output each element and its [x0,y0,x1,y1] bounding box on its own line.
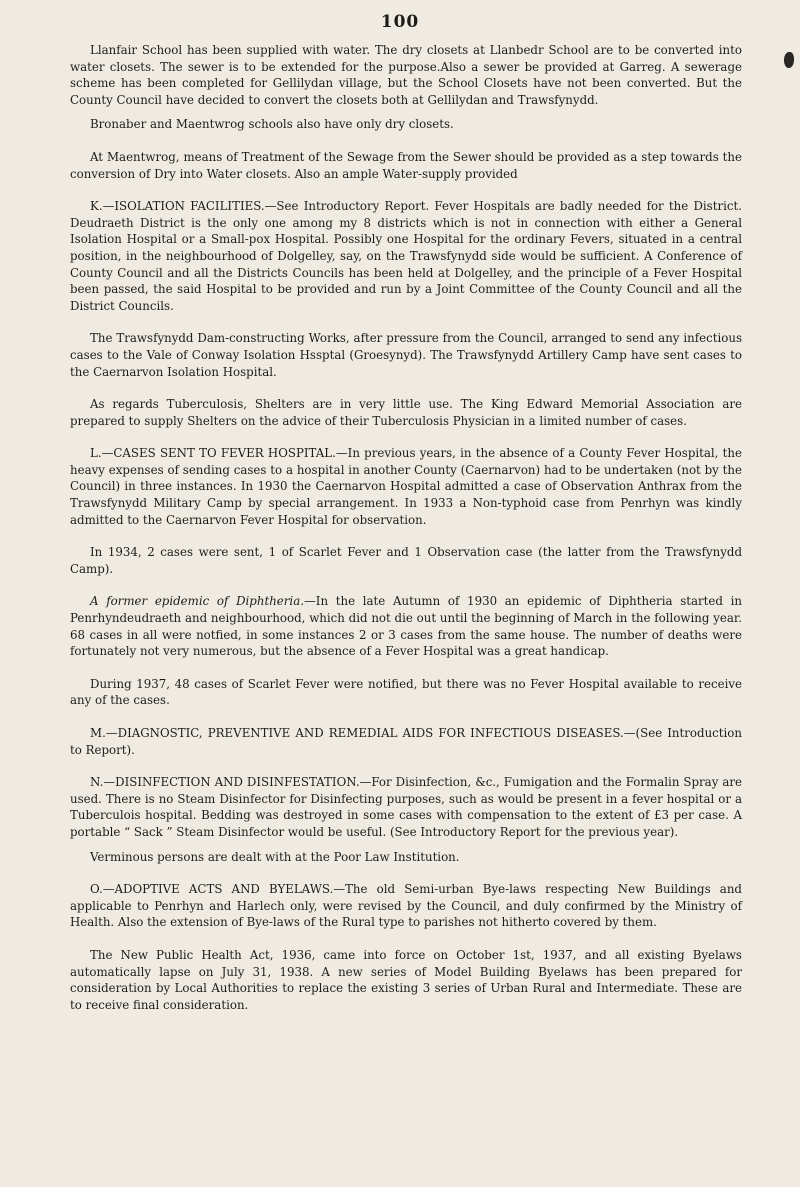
paragraph-schools-water: Llanfair School has been supplied with water. The dry closets at Llanbedr School are to be converted into water closets. The sewer is to be extended for the purpose.Also a sewer be provided at Garreg. A sewerage scheme has been completed for Gellilydan village, but the School Closets have not been converted. But the County Council have decided to convert the closets both at Gellilydan and Trawsfynydd. [70,43,742,107]
edge-mark [784,52,794,68]
paragraph-diagnostic-aids: M.—DIAGNOSTIC, PREVENTIVE AND REMEDIAL AIDS FOR INFECTIOUS DISEASES.—(See Introduction to Report). [70,726,742,757]
paragraph-cases-sent: L.—CASES SENT TO FEVER HOSPITAL.—In previous years, in the absence of a County Fever Hospital, the heavy expenses of sending cases to a hospital in another County (Caernarvon) had to be undertaken (not by the Council) in three instances. In 1930 the Caernarvon Hospital admitted a case of Observation Anthrax from the Trawsfynydd Military Camp by special arrangement. In 1933 a Non-typhoid case from Penrhyn was kindly admitted to the Caernarvon Fever Hospital for observation. [70,446,742,527]
paragraph-verminous: Verminous persons are dealt with at the Poor Law Institution. [90,849,460,864]
paragraph-disinfection: N.—DISINFECTION AND DISINFESTATION.—For Disinfection, &c., Fumigation and the Formalin Spray are used. There is no Steam Disinfector for Disinfecting purposes, such as would be present in a fever hospital or a Tuberculois hospital. Bedding was destroyed in some cases with compensation to the extent of £3 per case. A portable “ Sack ” Steam Disinfector would be useful. (See Introductory Report for the previous year). [70,775,742,839]
paragraph-public-health-act: The New Public Health Act, 1936, came into force on October 1st, 1937, and all existing Byelaws automatically lapse on July 31, 1938. A new series of Model Building Byelaws has been prepared for consideration by Local Authorities to replace the existing 3 series of Urban Rural and Intermediate. These are to receive final consideration. [70,947,742,1012]
paragraph-byelaws: O.—ADOPTIVE ACTS AND BYELAWS.—The old Semi-urban Bye-laws respecting New Buildings and applicable to Penrhyn and Harlech only, were revised by the Council, and duly confirmed by the Ministry of Health. Also the extension of Bye-laws of the Rural type to parishes not hitherto covered by them. [70,882,742,930]
paragraph-tuberculosis-shelters: As regards Tuberculosis, Shelters are in very little use. The King Edward Memorial Association are prepared to supply Shelters on the advice of their Tuberculosis Physician in a limited number of cases. [70,397,742,428]
paragraph-scarlet-fever: During 1937, 48 cases of Scarlet Fever were notified, but there was no Fever Hospital available to receive any of the cases. [70,676,742,708]
diphtheria-text: —In the late Autumn of 1930 an epidemic of Diphtheria started in Penrhyndeudraeth and neighbourhood, which did not die out until the beginning of March in the following year. 68 cases in all were notfied, in some instances 2 or 3 cases from the same house. The number of deaths were fortunately not very numerous, but the absence of a Fever Hospital was a great handicap. [70,594,742,659]
page-number: 100 [380,12,420,32]
diphtheria-heading: A former epidemic of Diphtheria. [90,594,304,609]
paragraph-maentwrog-sewage: At Maentwrog, means of Treatment of the Sewage from the Sewer should be provided as a step towards the conversion of Dry into Water closets. Also an ample Water-supply provided [70,149,742,181]
paragraph-isolation-facilities: K.—ISOLATION FACILITIES.—See Introductory Report. Fever Hospitals are badly needed for the District. Deudraeth District is the only one among my 8 districts which is not in connection with either a General Isolation Hospital or a Small-pox Hospital. Possibly one Hospital for the ordinary Fevers, situated in a central position, in the neighbourhood of Dolgelley, say, on the Trawsfynydd side would be sufficient. A Conference of County Council and all the Districts Councils has been held at Dolgelley, and the principle of a Fever Hospital been passed, the said Hospital to be provided and run by a Joint Committee of the County Council and all the District Councils. [70,199,742,313]
paragraph-dam-works: The Trawsfynydd Dam-constructing Works, after pressure from the Council, arranged to send any infectious cases to the Vale of Conway Isolation Hssptal (Groesynyd). The Trawsfynydd Artillery Camp have sent cases to the Caernarvon Isolation Hospital. [70,331,742,379]
document-body [70,42,742,1021]
paragraph-diphtheria [70,593,742,659]
paragraph-1934-cases: In 1934, 2 cases were sent, 1 of Scarlet Fever and 1 Observation case (the latter from the Trawsfynydd Camp). [70,545,742,576]
paragraph-dry-closets: Bronaber and Maentwrog schools also have only dry closets. [90,117,454,132]
